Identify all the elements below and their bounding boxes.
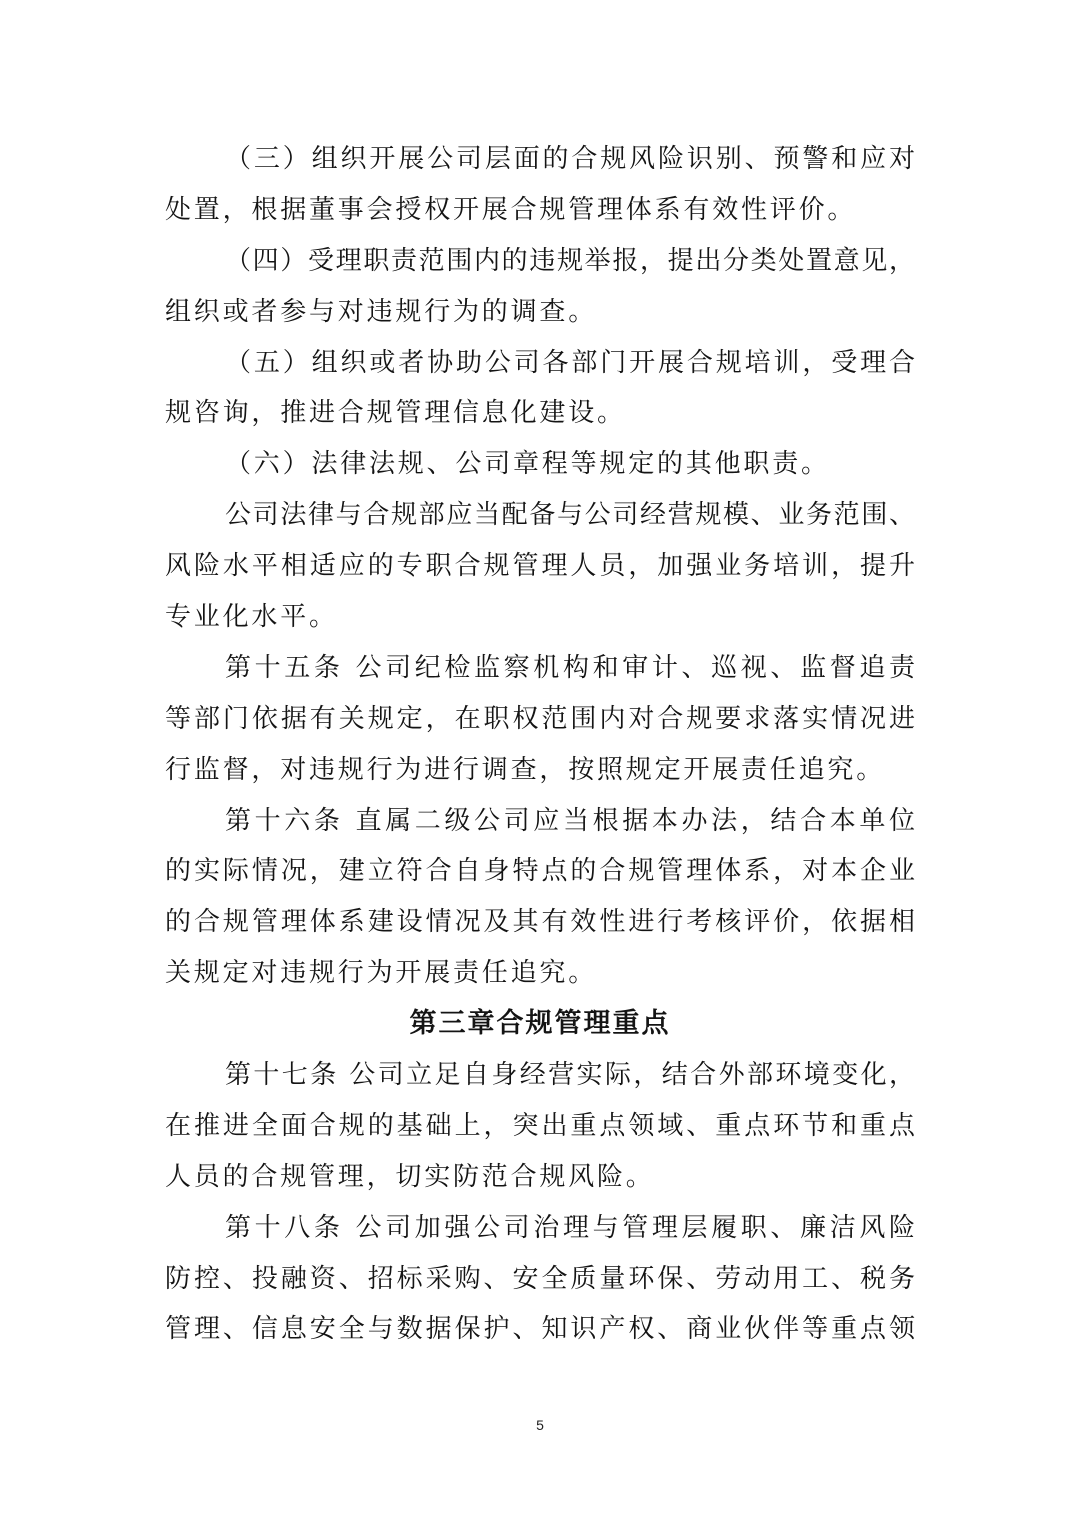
paragraph — [165, 338, 915, 440]
text-line: 人员的合规管理，切实防范合规风险。 — [165, 1161, 655, 1192]
paragraph — [165, 236, 915, 338]
text-line: 第十五条 公司纪检监察机构和审计、巡视、监督追责 — [225, 652, 915, 683]
text-line: 专业化水平。 — [165, 602, 338, 633]
paragraph — [165, 1203, 915, 1356]
text-line: 风险水平相适应的专职合规管理人员，加强业务培训，提升 — [165, 551, 915, 582]
page-number: 5 — [536, 1417, 544, 1433]
paragraph — [165, 490, 915, 643]
text-line: 行监督，对违规行为进行调查，按照规定开展责任追究。 — [165, 754, 886, 785]
text-line: （三）组织开展公司层面的合规风险识别、预警和应对 — [225, 144, 915, 174]
text-line: 防控、投融资、招标采购、安全质量环保、劳动用工、税务 — [165, 1263, 915, 1294]
text-line: 第十七条 公司立足自身经营实际，结合外部环境变化， — [225, 1060, 915, 1091]
text-line: 公司法律与合规部应当配备与公司经营规模、业务范围、 — [225, 500, 915, 531]
text-line: 的实际情况，建立符合自身特点的合规管理体系，对本企业 — [165, 856, 915, 887]
text-line: 关规定对违规行为开展责任追究。 — [165, 958, 598, 989]
text-line: 第十八条 公司加强公司治理与管理层履职、廉洁风险 — [225, 1212, 915, 1243]
text-line: 管理、信息安全与数据保护、知识产权、商业伙伴等重点领 — [165, 1314, 915, 1345]
text-line: 的合规管理体系建设情况及其有效性进行考核评价，依据相 — [165, 907, 915, 938]
text-line: 在推进全面合规的基础上，突出重点领域、重点环节和重点 — [165, 1110, 915, 1141]
text-line: （五）组织或者协助公司各部门开展合规培训，受理合 — [225, 347, 915, 378]
text-line: 规咨询，推进合规管理信息化建设。 — [165, 398, 626, 429]
text-line: 处置，根据董事会授权开展合规管理体系有效性评价。 — [165, 194, 857, 225]
paragraph — [165, 796, 915, 1000]
text-line: 组织或者参与对违规行为的调查。 — [165, 296, 598, 327]
text-line: （六）法律法规、公司章程等规定的其他职责。 — [225, 449, 830, 480]
page-body — [165, 134, 915, 1355]
paragraph — [165, 439, 915, 490]
paragraph — [165, 1050, 915, 1203]
text-line: 等部门依据有关规定，在职权范围内对合规要求落实情况进 — [165, 703, 915, 734]
text-line: 第十六条 直属二级公司应当根据本办法，结合本单位 — [225, 805, 915, 836]
paragraph — [165, 134, 915, 236]
paragraph — [165, 643, 915, 796]
text-line: （四）受理职责范围内的违规举报，提出分类处置意见， — [225, 245, 915, 276]
chapter-heading: 第三章合规管理重点 — [409, 1008, 671, 1040]
